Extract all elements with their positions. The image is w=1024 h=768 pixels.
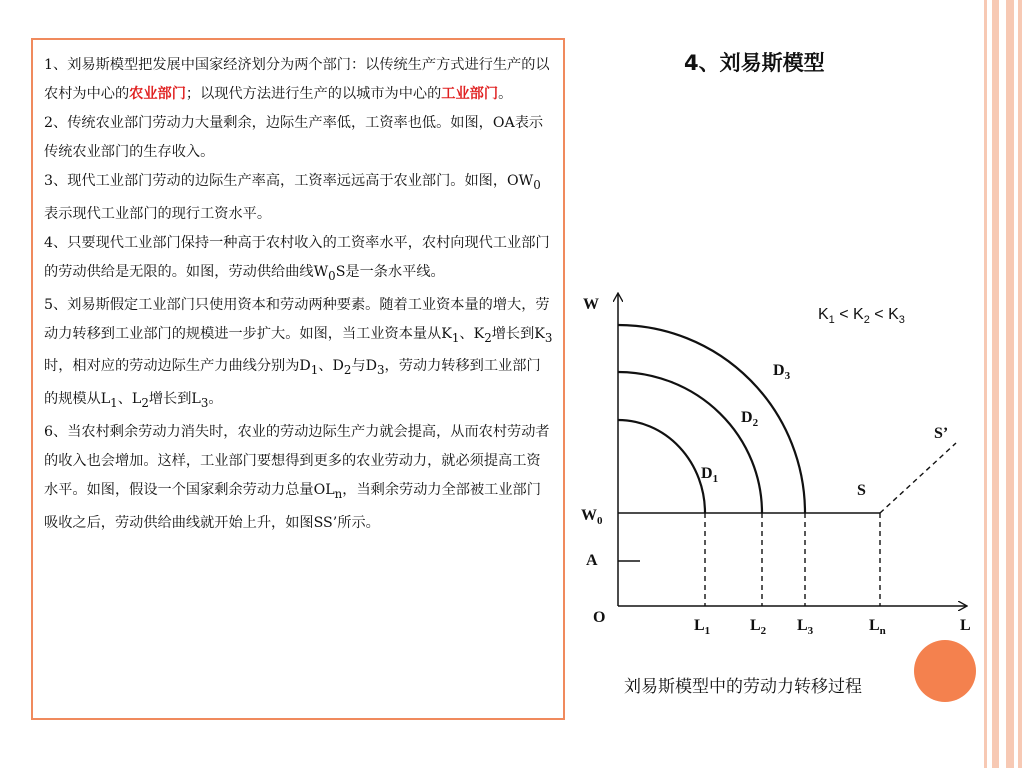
subscript: 0	[328, 268, 336, 283]
curve-d2-label	[741, 409, 758, 429]
subscript: 1	[828, 314, 835, 327]
text: K	[818, 306, 829, 323]
highlight-industry: 工业部门	[441, 86, 499, 102]
subscript: 0	[597, 515, 603, 528]
diagram-caption: 刘易斯模型中的劳动力转移过程	[624, 677, 862, 697]
text: D	[741, 409, 753, 426]
text: ；以现代方法进行生产的以城市为中心的	[185, 86, 442, 102]
subscript: 3	[200, 396, 209, 411]
text: K	[888, 306, 899, 323]
subscript: 3	[898, 314, 905, 327]
ss-prime-line	[880, 443, 956, 513]
subscript: 2	[752, 417, 759, 430]
subscript: n	[334, 486, 343, 501]
subscript: 2	[760, 625, 767, 638]
text: ，当剩余劳动力全部被工业部门吸收之后，劳动供给曲线就开始上升，如图SS’所示。	[44, 482, 541, 531]
curve-d1	[618, 420, 705, 513]
text: <	[869, 306, 889, 323]
ln-label	[869, 617, 886, 637]
text: 时，相对应的劳动边际生产力曲线分别为D	[44, 358, 311, 375]
text: 。	[498, 86, 513, 102]
text: 表示现代工业部门的现行工资水平。	[44, 205, 272, 222]
subscript: 2	[863, 314, 870, 327]
subscript: 2	[484, 330, 492, 345]
curve-d1-label	[701, 465, 718, 485]
text: 增长到K	[491, 325, 545, 342]
text: 4、只要现代工业部门保持一种高于农村收入的工资率水平，农村向现代工业部门的劳动供给是无限的。如图，劳动供给曲线W	[44, 234, 550, 280]
s-prime-label: S’	[934, 425, 949, 442]
subscript: 1	[110, 396, 118, 411]
text: L	[750, 617, 761, 634]
slide-title: 4、刘易斯模型	[684, 51, 825, 75]
text: ，劳动力转移到工业部门的规模从L	[44, 358, 541, 408]
text: 5、刘易斯假定工业部门只使用资本和劳动两种要素。随着工业资本量的增大，劳动力转移到工业部门的规模进一步扩大。如图，当工业资本量从K	[44, 296, 550, 342]
decor-circle	[914, 640, 976, 702]
l2-label	[750, 617, 766, 637]
subscript: 0	[533, 177, 541, 192]
l3-label	[797, 617, 813, 637]
text: 、L	[117, 391, 142, 408]
text: 、K	[459, 325, 485, 342]
text: L	[869, 617, 880, 634]
w-axis-label: W	[583, 296, 599, 313]
subscript: 3	[807, 625, 814, 638]
text: <	[834, 306, 854, 323]
subscript: 1	[451, 330, 460, 345]
subscript: 2	[343, 363, 352, 378]
w0-label	[581, 507, 603, 527]
subscript: 3	[376, 363, 385, 378]
paragraph-2: 2、传统农业部门劳动力大量剩余，边际生产率低，工资率也低。如图，OA表示传统农业部门的生存收入。	[44, 115, 544, 160]
l-axis-label: L	[960, 617, 971, 634]
text: K	[853, 306, 864, 323]
subscript: n	[879, 625, 886, 638]
text: L	[797, 617, 808, 634]
text: L	[694, 617, 705, 634]
text: 3、现代工业部门劳动的边际生产率高，工资率远远高于农业部门。如图，OW	[44, 173, 534, 189]
text: 、D	[318, 358, 344, 375]
origin-label: O	[593, 609, 606, 626]
text: 6、当农村剩余劳动力消失时，农业的劳动边际生产力就会提高，从而农村劳动者的收入也会增加。这样，工业部门要想得到更多的农业劳动力，就必须提高工资水平。如图，假设一个国家剩余劳动力总量OL	[44, 424, 550, 499]
text: 。	[208, 391, 223, 408]
subscript: 1	[712, 473, 719, 486]
a-label: A	[586, 552, 598, 569]
l1-label	[694, 617, 710, 637]
text: S是一条水平线。	[335, 263, 445, 280]
text: 1、刘易斯模型把发展中国家经济划分为两个部门：以传统生产方式进行生产的以农村为中心的	[44, 57, 550, 102]
text: D	[701, 465, 713, 482]
curve-d3-label	[773, 362, 790, 382]
subscript: 1	[310, 363, 319, 378]
curve-d2	[618, 372, 762, 513]
highlight-agriculture: 农业部门	[129, 86, 186, 102]
text: W	[581, 507, 597, 524]
subscript: 1	[704, 625, 711, 638]
s-label: S	[857, 482, 866, 499]
subscript: 2	[141, 396, 149, 411]
text: D	[773, 362, 785, 379]
k-inequality	[818, 306, 905, 326]
text: 与D	[351, 358, 377, 375]
subscript: 3	[784, 370, 791, 383]
subscript: 3	[544, 330, 553, 345]
text: 增长到L	[148, 391, 201, 408]
